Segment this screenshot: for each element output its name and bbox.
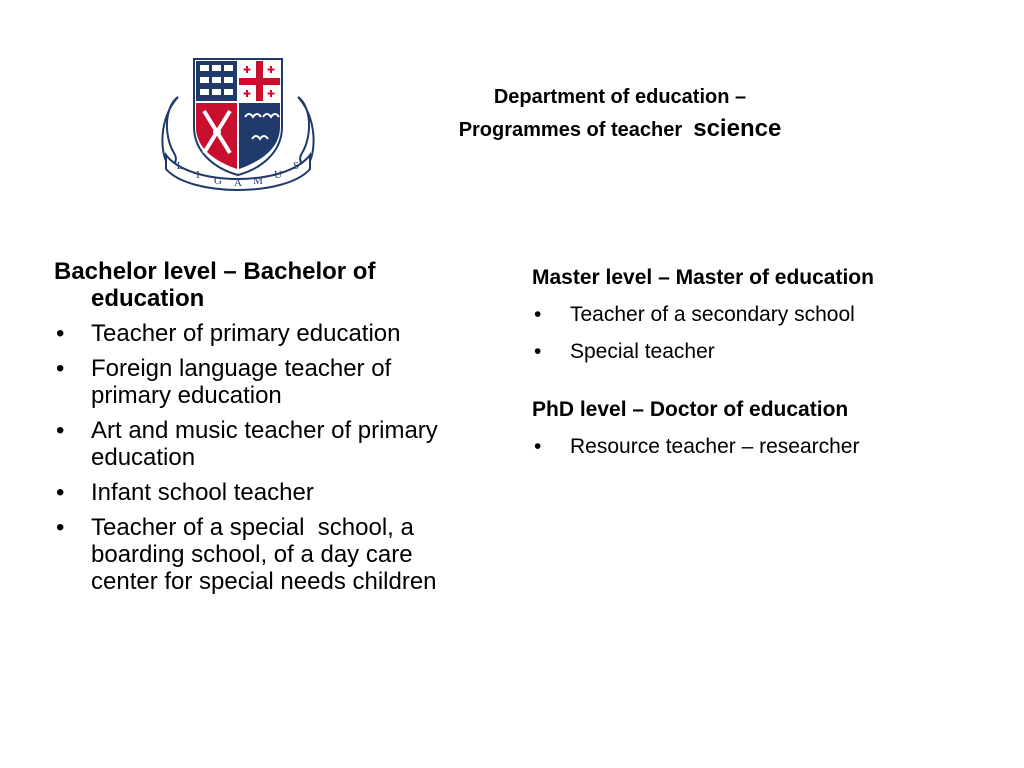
list-item-text: Teacher of a secondary school bbox=[570, 303, 855, 326]
list-item-text: Resource teacher – researcher bbox=[570, 435, 860, 458]
list-item bbox=[532, 337, 932, 367]
phd-list bbox=[532, 432, 932, 462]
bachelor-section bbox=[54, 258, 464, 595]
title-line-2-emphasis: science bbox=[693, 115, 782, 142]
motto-letter: G bbox=[214, 175, 222, 187]
motto-letter: I bbox=[196, 169, 200, 181]
list-item-text: Art and music teacher of primary education bbox=[91, 417, 438, 471]
list-item bbox=[54, 479, 464, 506]
motto-letter: M bbox=[253, 175, 263, 187]
slide-title bbox=[400, 82, 840, 146]
master-heading: Master level – Master of education bbox=[532, 266, 874, 289]
bullet-icon: • bbox=[56, 355, 65, 382]
title-line-2-text: Programmes of teacher bbox=[458, 119, 683, 141]
list-item-text: Teacher of a special school, a boarding school, of a day care center for special needs children bbox=[91, 514, 437, 595]
bullet-icon: • bbox=[534, 435, 542, 458]
list-item-text: Foreign language teacher of primary education bbox=[91, 355, 392, 409]
bullet-icon: • bbox=[534, 303, 542, 326]
bullet-icon: • bbox=[56, 479, 65, 506]
bullet-icon: • bbox=[56, 514, 65, 541]
bullet-icon: • bbox=[534, 340, 542, 363]
list-item bbox=[54, 355, 464, 409]
university-crest-logo bbox=[160, 57, 316, 193]
bachelor-list bbox=[54, 320, 464, 595]
graduate-section bbox=[532, 263, 932, 462]
list-item bbox=[532, 432, 932, 462]
motto-letter: L bbox=[176, 160, 184, 172]
bachelor-heading: Bachelor level – Bachelor of education bbox=[54, 258, 376, 312]
list-item-text: Special teacher bbox=[570, 340, 715, 363]
master-list bbox=[532, 300, 932, 367]
list-item-text: Teacher of primary education bbox=[91, 320, 401, 347]
title-line-1: Department of education – bbox=[493, 86, 747, 108]
list-item bbox=[54, 417, 464, 471]
title-line-2 bbox=[400, 113, 840, 146]
list-item bbox=[54, 320, 464, 347]
list-item bbox=[532, 300, 932, 330]
list-item-text: Infant school teacher bbox=[91, 479, 314, 506]
motto-letter: A bbox=[234, 177, 242, 189]
bullet-icon: • bbox=[56, 320, 65, 347]
phd-heading: PhD level – Doctor of education bbox=[532, 398, 849, 421]
motto-letter: U bbox=[274, 169, 282, 181]
crest-icon bbox=[160, 57, 316, 193]
list-item bbox=[54, 514, 464, 595]
bullet-icon: • bbox=[56, 417, 65, 444]
motto-letter: S bbox=[292, 160, 300, 172]
